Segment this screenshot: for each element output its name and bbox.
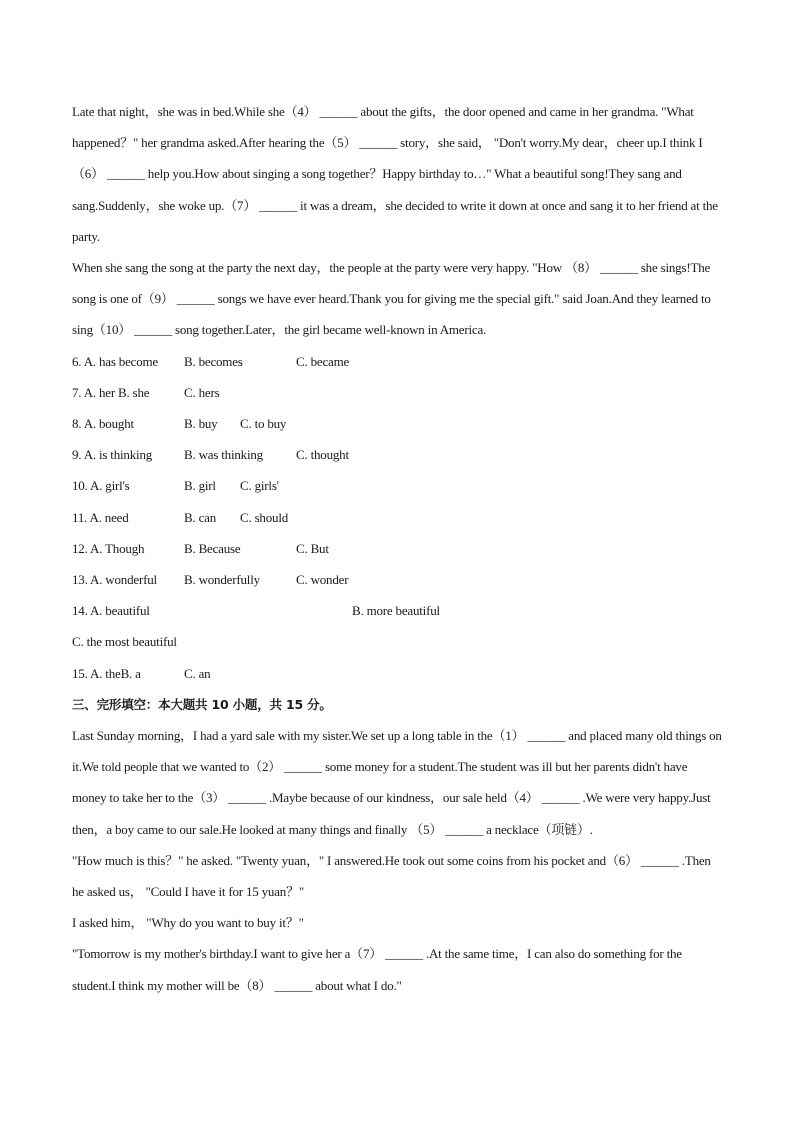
- option-c: C. thought: [296, 447, 349, 463]
- question-number: 8.: [72, 416, 82, 431]
- option-b: B. girl: [184, 478, 216, 494]
- option-row-6: [72, 346, 724, 377]
- option-a: A. bought: [83, 416, 134, 431]
- option-c: C. wonder: [296, 571, 349, 587]
- question-number: 6.: [72, 353, 82, 369]
- passage-paragraph-1: Late that night，she was in bed.While she（4） ______ about the gifts，the door opened and came in her grandma. "What happened？" her grandma asked.After hearing the（5） ______ story，she said， "Don't worry.My dear，cheer up.I think I（6） ______ help you.How about singing a song together？Happy birthday to…" What a beautiful song!They sang and sang.Suddenly，she woke up.（7） ______ it was a dream，she decided to write it down at once and sang it to her friend at the party.: [72, 104, 718, 244]
- option-a: A. theB. a: [90, 665, 141, 681]
- option-b: B. wonderfully: [184, 571, 260, 587]
- options-list: [72, 346, 724, 689]
- section-paragraph-3: I asked him， "Why do you want to buy it？": [72, 915, 304, 931]
- option-row-15: [72, 658, 724, 689]
- option-row-13: [72, 564, 724, 595]
- option-a: A. has become: [83, 353, 158, 369]
- section-paragraph-4: "Tomorrow is my mother's birthday.I want to give her a（7） ______ .At the same time，I can also do something for the student.I think my mother will be（8） ______ about what I do.": [72, 946, 682, 993]
- section-heading: 三、完形填空：本大题共 10 小题，共 15 分。: [72, 696, 332, 712]
- option-row-10: [72, 470, 724, 501]
- option-b: B. was thinking: [184, 447, 263, 463]
- option-b: B. buy: [184, 416, 218, 431]
- option-a: A. need: [89, 509, 129, 525]
- option-a: A. her B. she: [83, 384, 150, 400]
- question-number: 13.: [72, 571, 88, 587]
- option-row-9: [72, 439, 724, 470]
- option-c: C. to buy: [240, 416, 287, 431]
- option-a: A. wonderful: [90, 571, 157, 587]
- option-b: B. can: [184, 509, 217, 525]
- question-number: 10.: [72, 478, 88, 494]
- option-c: C. an: [184, 665, 211, 681]
- option-a: A. beautiful: [90, 603, 150, 619]
- option-a: A. girl's: [90, 478, 130, 494]
- passage-paragraph-2: When she sang the song at the party the next day，the people at the party were very happy. "How （8） ______ she sings!The song is one of（9） ______ songs we have ever heard.Thank you for giving me the special gift." said Joan.And they learned to sing（10） ______ song together.Later，the girl became well-known in America.: [72, 260, 711, 338]
- option-row-11: [72, 502, 724, 533]
- section-paragraph-2: "How much is this？" he asked. "Twenty yuan，" I answered.He took out some coins from his pocket and（6） ______ .Then he asked us， "Could I have it for 15 yuan？": [72, 852, 711, 899]
- question-number: 12.: [72, 540, 88, 556]
- document-page: [72, 96, 724, 1001]
- option-a: A. is thinking: [83, 447, 153, 463]
- option-c: C. hers: [184, 384, 220, 400]
- option-b: B. more beautiful: [352, 603, 440, 619]
- option-c: C. became: [296, 353, 350, 369]
- question-number: 7.: [72, 384, 82, 400]
- option-c: C. the most beautiful: [72, 634, 177, 650]
- section-paragraph-1: Last Sunday morning，I had a yard sale with my sister.We set up a long table in the（1） ______ and placed many old things on it.We told people that we wanted to（2） ______ some money for a student.The student was ill but her parents didn't have money to take her to the（3） ______ .Maybe because of our kindness，our sale held（4） ______ .We were very happy.Just then，a boy came to our sale.He looked at many things and finally （5） ______ a necklace（项链）.: [72, 727, 722, 837]
- option-c: C. should: [240, 509, 289, 525]
- option-row-12: [72, 533, 724, 564]
- option-c: C. girls': [240, 478, 279, 494]
- option-b: B. becomes: [184, 353, 243, 369]
- option-row-8: [72, 408, 724, 439]
- option-row-14: [72, 595, 724, 626]
- option-row-14-c: [72, 626, 724, 657]
- question-number: 15.: [72, 665, 88, 681]
- question-number: 11.: [72, 509, 88, 525]
- option-row-7: [72, 377, 724, 408]
- option-c: C. But: [296, 540, 329, 556]
- option-b: B. Because: [184, 540, 241, 556]
- question-number: 9.: [72, 447, 82, 463]
- option-a: A. Though: [90, 540, 145, 556]
- question-number: 14.: [72, 603, 88, 619]
